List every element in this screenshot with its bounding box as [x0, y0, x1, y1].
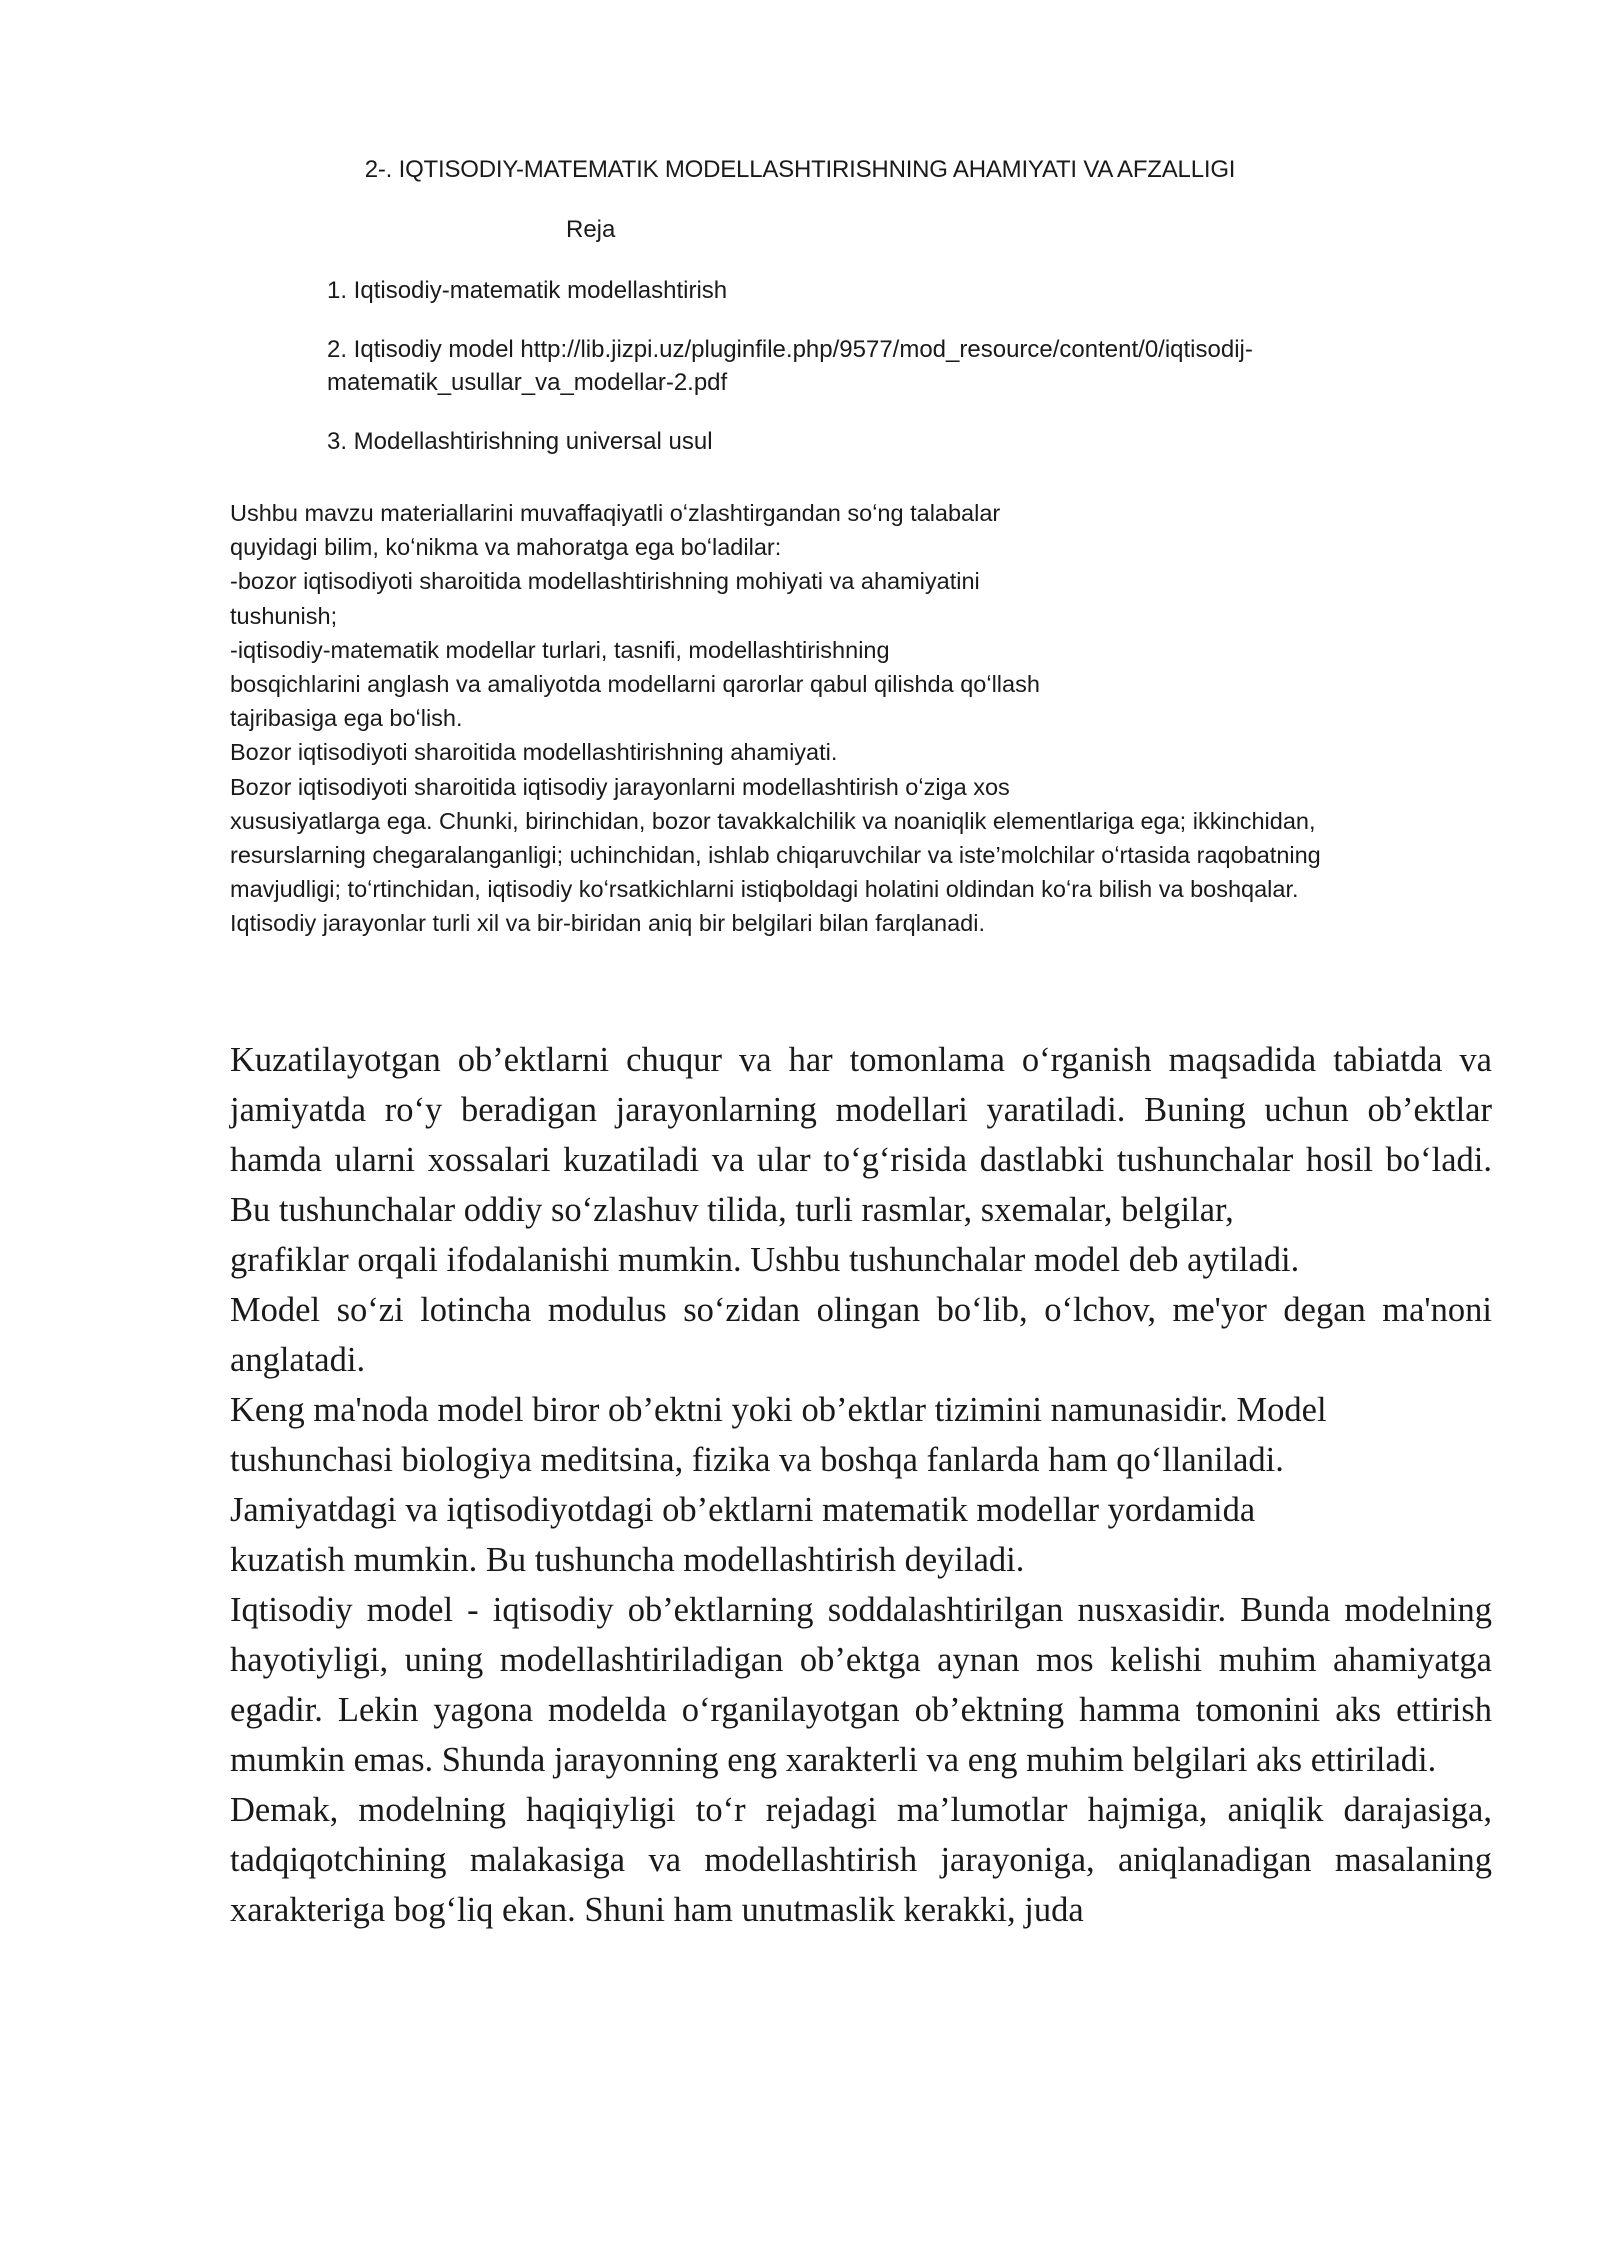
plan-heading: Reja: [566, 216, 616, 243]
objectives-line: xususiyatlarga ega. Chunki, birinchidan, bozor tavakkalchilik va noaniqlik elementlariga ega; ikkinchidan,: [230, 807, 1316, 834]
objectives-line: -bozor iqtisodiyoti sharoitida modellashtirishning mohiyati va ahamiyatini: [230, 568, 980, 595]
body-paragraph: Jamiyatdagi va iqtisodiyotdagi ob’ektlarni matematik modellar yordamida: [230, 1491, 1256, 1529]
body-paragraph: Demak, modelning haqiqiyligi toʻr rejadagi ma’lumotlar hajmiga, aniqlik darajasiga, tadqiqotchining malakasiga va modellashtirish jarayoniga, aniqlanadigan masalaning xarakteriga bogʻliq ekan. Shuni ham unutmaslik kerakki, juda: [230, 1791, 1492, 1929]
objectives-line: tajribasiga ega boʻlish.: [230, 705, 463, 732]
body-text: [230, 1035, 1492, 1935]
plan-list: [327, 274, 1467, 484]
body-paragraph: grafiklar orqali ifodalanishi mumkin. Ushbu tushunchalar model deb aytiladi.: [230, 1241, 1300, 1279]
document-title: 2-. IQTISODIY-MATEMATIK MODELLASHTIRISHNING AHAMIYATI VA AFZALLIGI: [364, 156, 1236, 183]
objectives-line: quyidagi bilim, koʻnikma va mahoratga ega boʻladilar:: [230, 534, 782, 561]
body-paragraph: kuzatish mumkin. Bu tushuncha modellashtirish deyiladi.: [230, 1541, 1025, 1579]
body-paragraph: Keng ma'noda model biror ob’ektni yoki ob’ektlar tizimini namunasidir. Model tushunchasi biologiya meditsina, fizika va boshqa fanlarda ham qoʻllaniladi.: [230, 1391, 1327, 1479]
body-paragraph: Model soʻzi lotincha modulus soʻzidan olingan boʻlib, oʻlchov, me'yor degan ma'noni anglatadi.: [230, 1291, 1492, 1379]
objectives-section: [230, 496, 1500, 941]
plan-item: 1. Iqtisodiy-matematik modellashtirish: [327, 277, 728, 304]
body-paragraph: Kuzatilayotgan ob’ektlarni chuqur va har tomonlama oʻrganish maqsadida tabiatda va jamiyatda roʻy beradigan jarayonlarning modellari yaratiladi. Buning uchun ob’ektlar hamda ularni xossalari kuzatiladi va ular toʻgʻrisida dastlabki tushunchalar hosil boʻladi. Bu tushunchalar oddiy soʻzlashuv tilida, turli rasmlar, sxemalar, belgilar,: [230, 1041, 1492, 1229]
objectives-line: Iqtisodiy jarayonlar turli xil va bir-biridan aniq bir belgilari bilan farqlanadi.: [230, 910, 985, 937]
objectives-line: Bozor iqtisodiyoti sharoitida modellashtirishning ahamiyati.: [230, 739, 838, 766]
objectives-line: -iqtisodiy-matematik modellar turlari, tasnifi, modellashtirishning: [230, 636, 890, 663]
objectives-line: resurslarning chegaralanganligi; uchinchidan, ishlab chiqaruvchilar va iste’molchilar oʻrtasida raqobatning: [230, 842, 1321, 869]
objectives-line: bosqichlarini anglash va amaliyotda modellarni qarorlar qabul qilishda qoʻllash: [230, 671, 1040, 698]
plan-item: 3. Modellashtirishning universal usul: [327, 428, 713, 455]
body-paragraph: Iqtisodiy model - iqtisodiy ob’ektlarning soddalashtirilgan nusxasidir. Bunda modelning hayotiyligi, uning modellashtiriladigan ob’ektga aynan mos kelishi muhim ahamiyatga egadir. Lekin yagona modelda oʻrganilayotgan ob’ektning hamma tomonini aks ettirish mumkin emas. Shunda jarayonning eng xarakterli va eng muhim belgilari aks ettiriladi.: [230, 1591, 1492, 1779]
objectives-line: Bozor iqtisodiyoti sharoitida iqtisodiy jarayonlarni modellashtirish oʻziga xos: [230, 773, 1010, 800]
objectives-line: mavjudligi; toʻrtinchidan, iqtisodiy koʻrsatkichlarni istiqboldagi holatini oldindan koʻra bilish va boshqalar.: [230, 876, 1299, 903]
plan-item-link[interactable]: 2. Iqtisodiy model http://lib.jizpi.uz/pluginfile.php/9577/mod_resource/content/0/iqtisodij-matematik_usullar_va_modellar-2.pdf: [327, 336, 1253, 396]
objectives-line: Ushbu mavzu materiallarini muvaffaqiyatli oʻzlashtirgandan soʻng talabalar: [230, 500, 1001, 526]
objectives-line: tushunish;: [230, 602, 338, 629]
